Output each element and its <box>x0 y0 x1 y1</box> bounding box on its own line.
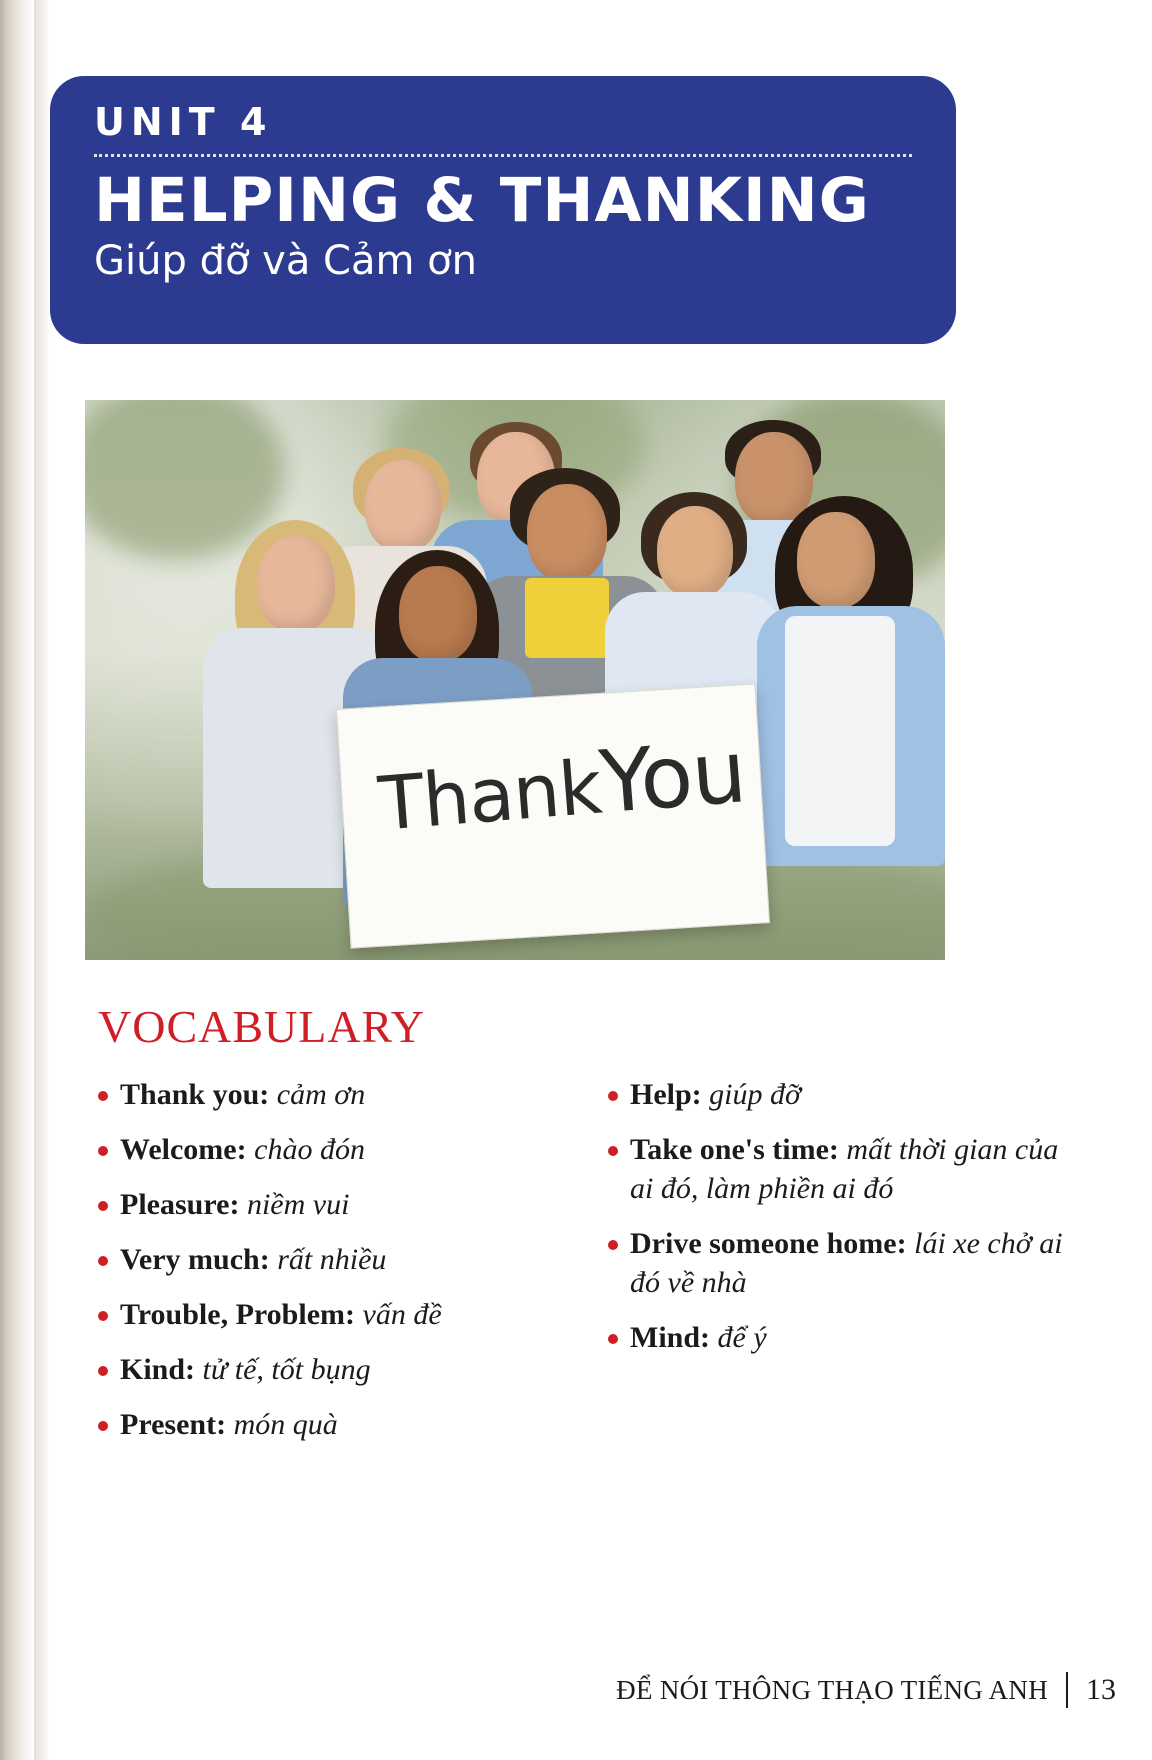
vocab-translation: để ý <box>717 1321 767 1354</box>
vocab-term: Thank you <box>120 1078 260 1111</box>
list-item: Thank you: cảm ơn <box>98 1075 568 1114</box>
vocab-translation: cảm ơn <box>276 1078 366 1111</box>
list-item: Help: giúp đỡ <box>608 1075 1078 1114</box>
vocab-term: Drive someone home <box>630 1227 897 1260</box>
vocab-translation: tử tế, tốt bụng <box>202 1353 371 1386</box>
page-footer <box>616 1672 1116 1708</box>
bullet-icon <box>98 1256 108 1266</box>
bullet-icon <box>608 1334 618 1344</box>
page-edge-gutter <box>0 0 34 1760</box>
list-item: Welcome: chào đón <box>98 1130 568 1169</box>
vocab-term: Pleasure <box>120 1188 230 1221</box>
vocab-translation: lái xe chở ai đó về nhà <box>630 1227 1063 1299</box>
photo-background <box>85 400 945 960</box>
sign-text <box>375 722 749 851</box>
vocabulary-column-left <box>98 1075 568 1460</box>
footer-divider <box>1066 1672 1068 1708</box>
page-sheet <box>50 0 1152 1760</box>
page-edge-shadow <box>34 0 50 1760</box>
list-item: Pleasure: niềm vui <box>98 1185 568 1224</box>
thank-you-sign <box>336 683 770 948</box>
bullet-icon <box>98 1311 108 1321</box>
list-item: Drive someone home: lái xe chở ai đó về nhà <box>608 1224 1078 1302</box>
vocab-translation: chào đón <box>254 1133 365 1166</box>
unit-subtitle: Giúp đỡ và Cảm ơn <box>94 238 477 285</box>
list-item: Very much: rất nhiều <box>98 1240 568 1279</box>
list-item: Take one's time: mất thời gian của ai đó, làm phiền ai đó <box>608 1130 1078 1208</box>
vocab-term: Mind <box>630 1321 701 1354</box>
vocab-term: Take one's time <box>630 1133 829 1166</box>
bullet-icon <box>608 1091 618 1101</box>
vocab-translation: vấn đề <box>362 1298 442 1331</box>
vocab-term: Help <box>630 1078 692 1111</box>
vocab-translation: niềm vui <box>246 1188 350 1221</box>
unit-number: UNIT 4 <box>94 100 273 144</box>
vocab-translation: mất thời gian của ai đó, làm phiền ai đó <box>630 1133 1059 1205</box>
bullet-icon <box>98 1146 108 1156</box>
vocab-term: Kind <box>120 1353 186 1386</box>
vocab-translation: món quà <box>233 1408 338 1441</box>
list-item: Present: món quà <box>98 1405 568 1444</box>
banner-divider <box>94 154 912 157</box>
page-number: 13 <box>1086 1673 1116 1706</box>
vocab-term: Trouble, Problem <box>120 1298 345 1331</box>
vocab-term: Very much <box>120 1243 260 1276</box>
unit-title: HELPING & THANKING <box>94 164 870 236</box>
bullet-icon <box>608 1240 618 1250</box>
foliage-blur <box>85 400 285 560</box>
bullet-icon <box>98 1421 108 1431</box>
sign-word-you: You <box>596 722 750 834</box>
vocabulary-column-right <box>608 1075 1078 1460</box>
list-item: Mind: để ý <box>608 1318 1078 1357</box>
vocab-translation: rất nhiều <box>277 1243 387 1276</box>
vocab-term: Welcome <box>120 1133 237 1166</box>
vocabulary-heading: VOCABULARY <box>98 1001 425 1052</box>
vocab-term: Present <box>120 1408 217 1441</box>
unit-photo <box>85 400 945 960</box>
unit-banner <box>50 76 956 344</box>
bullet-icon <box>98 1366 108 1376</box>
footer-book-title: ĐỂ NÓI THÔNG THẠO TIẾNG ANH <box>616 1674 1048 1705</box>
vocabulary-columns <box>98 1075 1098 1460</box>
bullet-icon <box>608 1146 618 1156</box>
sign-word-thank: Thank <box>375 744 604 848</box>
vocab-translation: giúp đỡ <box>709 1078 802 1111</box>
bullet-icon <box>98 1091 108 1101</box>
list-item: Kind: tử tế, tốt bụng <box>98 1350 568 1389</box>
list-item: Trouble, Problem: vấn đề <box>98 1295 568 1334</box>
bullet-icon <box>98 1201 108 1211</box>
